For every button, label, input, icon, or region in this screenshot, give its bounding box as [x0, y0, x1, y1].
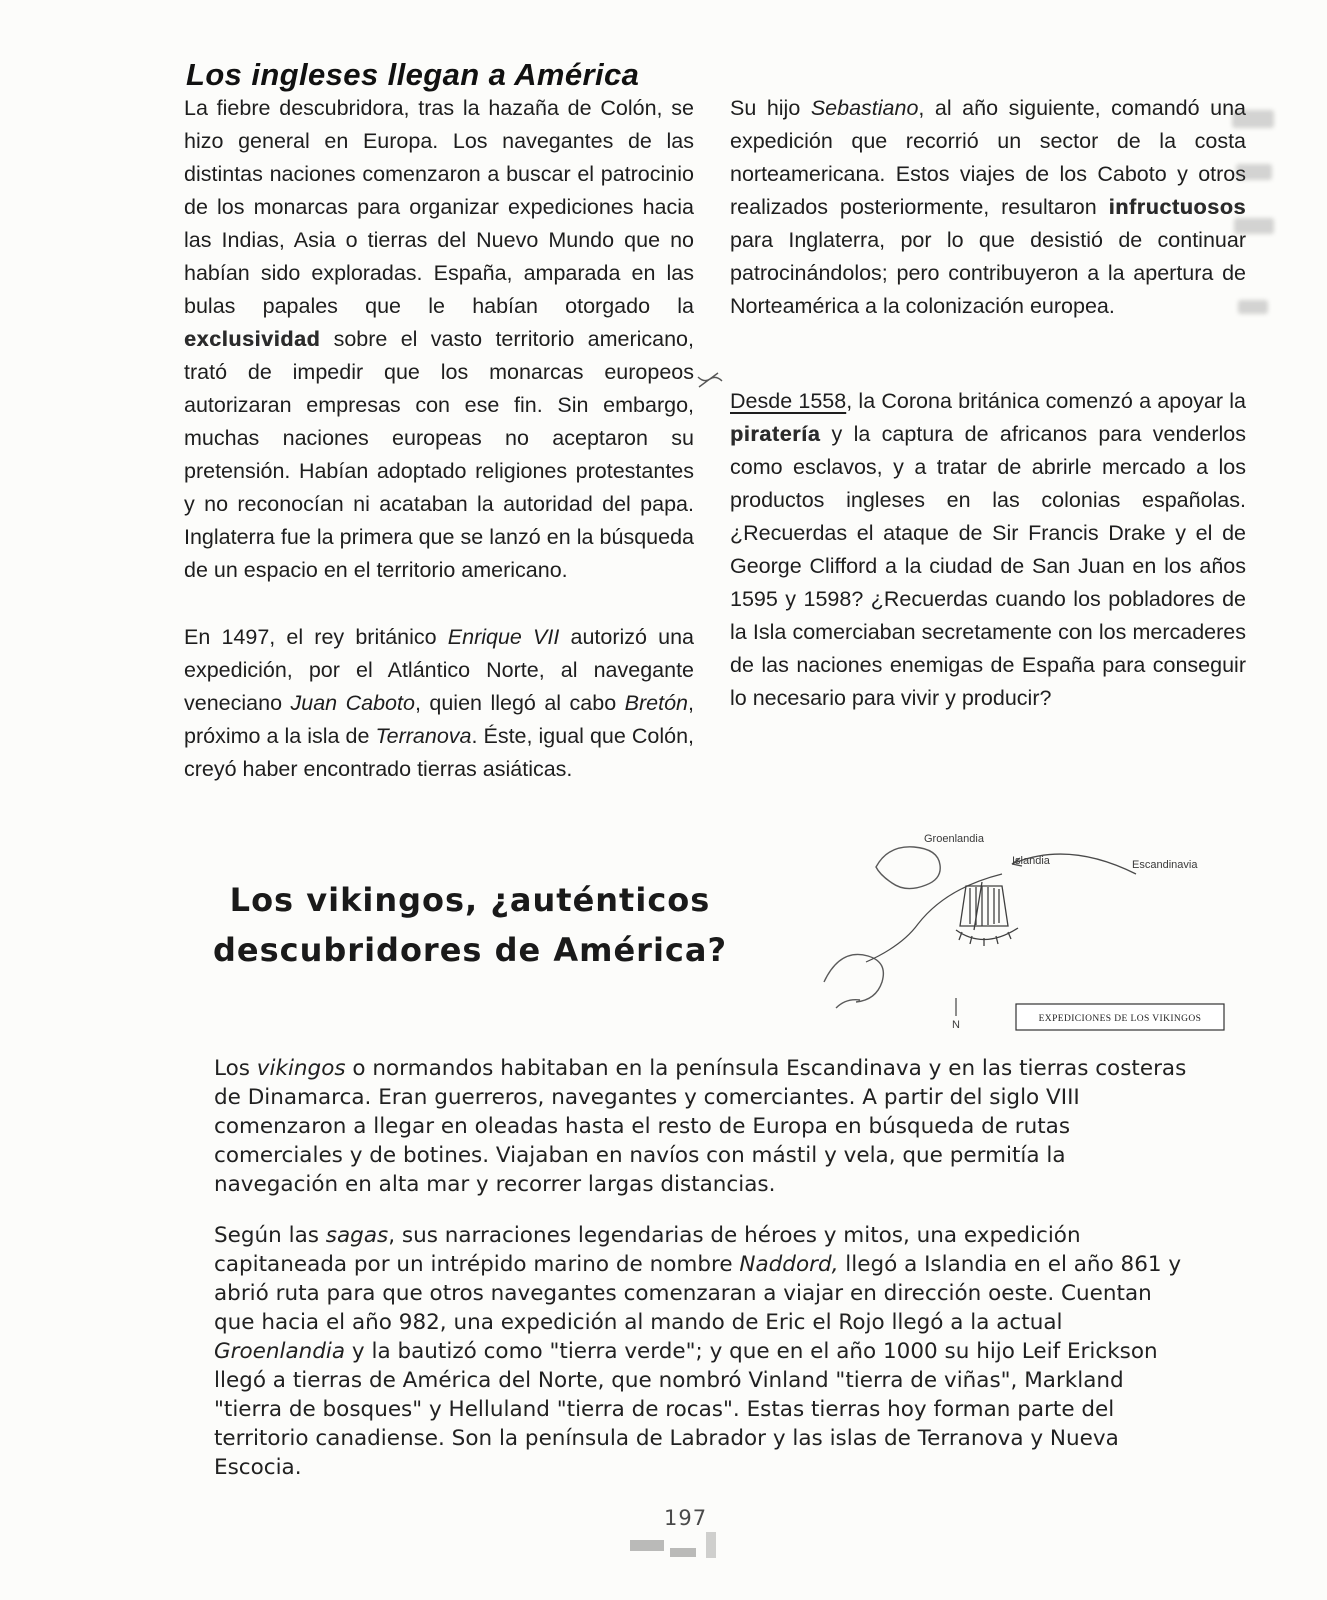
ship-sketch: [956, 882, 1018, 946]
text-run: . Éste, igual que Colón, creyó haber encontrado tierras asiáticas.: [184, 724, 694, 781]
term-italic: sagas: [325, 1223, 389, 1248]
text-run: y la bautizó como "tierra verde"; y que en el año 1000 su hijo Leif Erickson llegó a tierras de América del Norte, que nombró Vinland "tierra de viñas", Markland "tierra de bosques" y Helluland "tierra de rocas". Estas tierras hoy forman parte del territorio canadiense. Son la península de Labrador y las islas de Terranova y Nueva Escocia.: [214, 1339, 1158, 1480]
handwritten-mark: [696, 369, 724, 403]
page-number: 197: [664, 1506, 708, 1530]
scan-artifact: [1238, 300, 1268, 314]
emphasized-word: exclusividad: [184, 327, 321, 351]
text-run: sobre el vasto territorio americano, trató de impedir que los monarcas europeos autorizaran empresas con ese fin. Sin embargo, muchas naciones europeas no aceptaron su pretensión. Habían adoptado religiones protestantes y no reconocían ni acataban la autoridad del papa. Inglaterra fue la primera que se lanzó en la búsqueda de un espacio en el territorio americano.: [184, 327, 694, 582]
proper-name: Naddord,: [739, 1252, 839, 1277]
scan-artifact: [1234, 218, 1274, 234]
scan-artifact: [1236, 164, 1272, 180]
scan-smudge: [630, 1540, 664, 1551]
paragraph: [214, 1054, 1196, 1199]
text-run: , la Corona británica comenzó a apoyar la: [846, 389, 1246, 413]
paragraph: [730, 385, 1246, 715]
text-run: autorizó una expedición, por el Atlántico Norte, al navegante veneciano: [184, 625, 695, 715]
text-run: Su hijo: [730, 96, 811, 120]
vikings-map-sketch: [806, 812, 1246, 1052]
term-italic: vikingos: [256, 1056, 346, 1081]
text-run: para Inglaterra, por lo que desistió de continuar patrocinándolos; pero contribuyeron a la apertura de Norteamérica a la colonización europea.: [730, 228, 1246, 318]
paragraph: [184, 92, 694, 587]
text-run: llegó a Islandia en el año 861 y abrió ruta para que otros navegantes comenzaran a viajar en dirección oeste. Cuentan que hacia el año 982, una expedición al mando de Eric el Rojo llegó a la actual: [214, 1252, 1182, 1335]
proper-name: Sebastiano: [810, 96, 919, 120]
underlined-phrase: Desde 1558: [730, 389, 847, 413]
coastline-greenland: [876, 847, 940, 889]
scan-smudge: [670, 1548, 696, 1557]
map-label-groenlandia: Groenlandia: [924, 833, 984, 845]
left-column: [184, 92, 694, 786]
text-run: En 1497, el rey británico: [184, 625, 448, 649]
map-caption: EXPEDICIONES DE LOS VIKINGOS: [1038, 1014, 1202, 1024]
proper-name: Groenlandia: [214, 1339, 346, 1364]
proper-name: Enrique VII: [447, 625, 560, 649]
text-run: , próximo a la isla de: [184, 691, 694, 748]
text-run: , al año siguiente, comandó una expedición que recorrió un sector de la costa norteamericana. Estos viajes de los Caboto y otros realizados posteriormente, resultaron: [730, 96, 1246, 219]
map-label-islandia: Islandia: [1012, 855, 1050, 867]
map-label-escandinavia: Escandinavia: [1132, 859, 1198, 871]
right-column: [730, 92, 1246, 786]
paragraph: [184, 621, 694, 786]
paragraph: [730, 92, 1246, 323]
proper-name: Bretón: [624, 691, 689, 715]
text-run: y la captura de africanos para venderlos como esclavos, y a tratar de abrirle mercado a los productos ingleses en las colonias españolas. ¿Recuerdas el ataque de Sir Francis Drake y el de George Clifford a la ciudad de San Juan en los años 1595 y 1598? ¿Recuerdas cuando los pobladores de la Isla comerciaban secretamente con los mercaderes de las naciones enemigas de España para conseguir lo necesario para vivir y producir?: [730, 422, 1246, 710]
vikings-text: [214, 1054, 1196, 1482]
compass-n: N: [952, 1019, 960, 1031]
proper-name: Terranova: [375, 724, 472, 748]
text-run: La fiebre descubridora, tras la hazaña de Colón, se hizo general en Europa. Los navegantes de las distintas naciones comenzaron a buscar el patrocinio de los monarcas para organizar expediciones hacia las Indias, Asia o tierras del Nuevo Mundo que no habían sido exploradas. España, amparada en las bulas papales que le habían otorgado la: [184, 96, 694, 318]
emphasized-word: infructuosos: [1108, 195, 1246, 219]
page-title: Los ingleses llegan a América: [186, 56, 640, 92]
page-footer: [624, 1502, 764, 1562]
coastline-labrador: [824, 954, 883, 1008]
text-run: , quien llegó al cabo: [414, 691, 625, 715]
vikings-map: [806, 812, 1246, 1052]
two-column-text: [184, 92, 1246, 786]
emphasized-word: piratería: [730, 422, 821, 446]
section-heading-vikings: Los vikingos, ¿auténticos descubridores de América?: [212, 880, 728, 969]
text-run: o normandos habitaban en la península Escandinava y en las tierras costeras de Dinamarca. Eran guerreros, navegantes y comerciantes. A partir del siglo VIII comenzaron a llegar en oleadas hasta el resto de Europa en búsqueda de rutas comerciales y de botines. Viajaban en navíos con mástil y vela, que permitía la navegación en alta mar y recorrer largas distancias.: [214, 1056, 1187, 1197]
scan-smudge: [706, 1532, 716, 1558]
proper-name: Juan Caboto: [290, 691, 415, 715]
scan-artifact: [1232, 110, 1274, 128]
text-run: Según las: [214, 1223, 326, 1248]
text-run: , sus narraciones legendarias de héroes y mitos, una expedición capitaneada por un intrépido marino de nombre: [214, 1223, 1081, 1277]
paragraph: [214, 1221, 1196, 1482]
text-run: Los: [214, 1056, 257, 1081]
